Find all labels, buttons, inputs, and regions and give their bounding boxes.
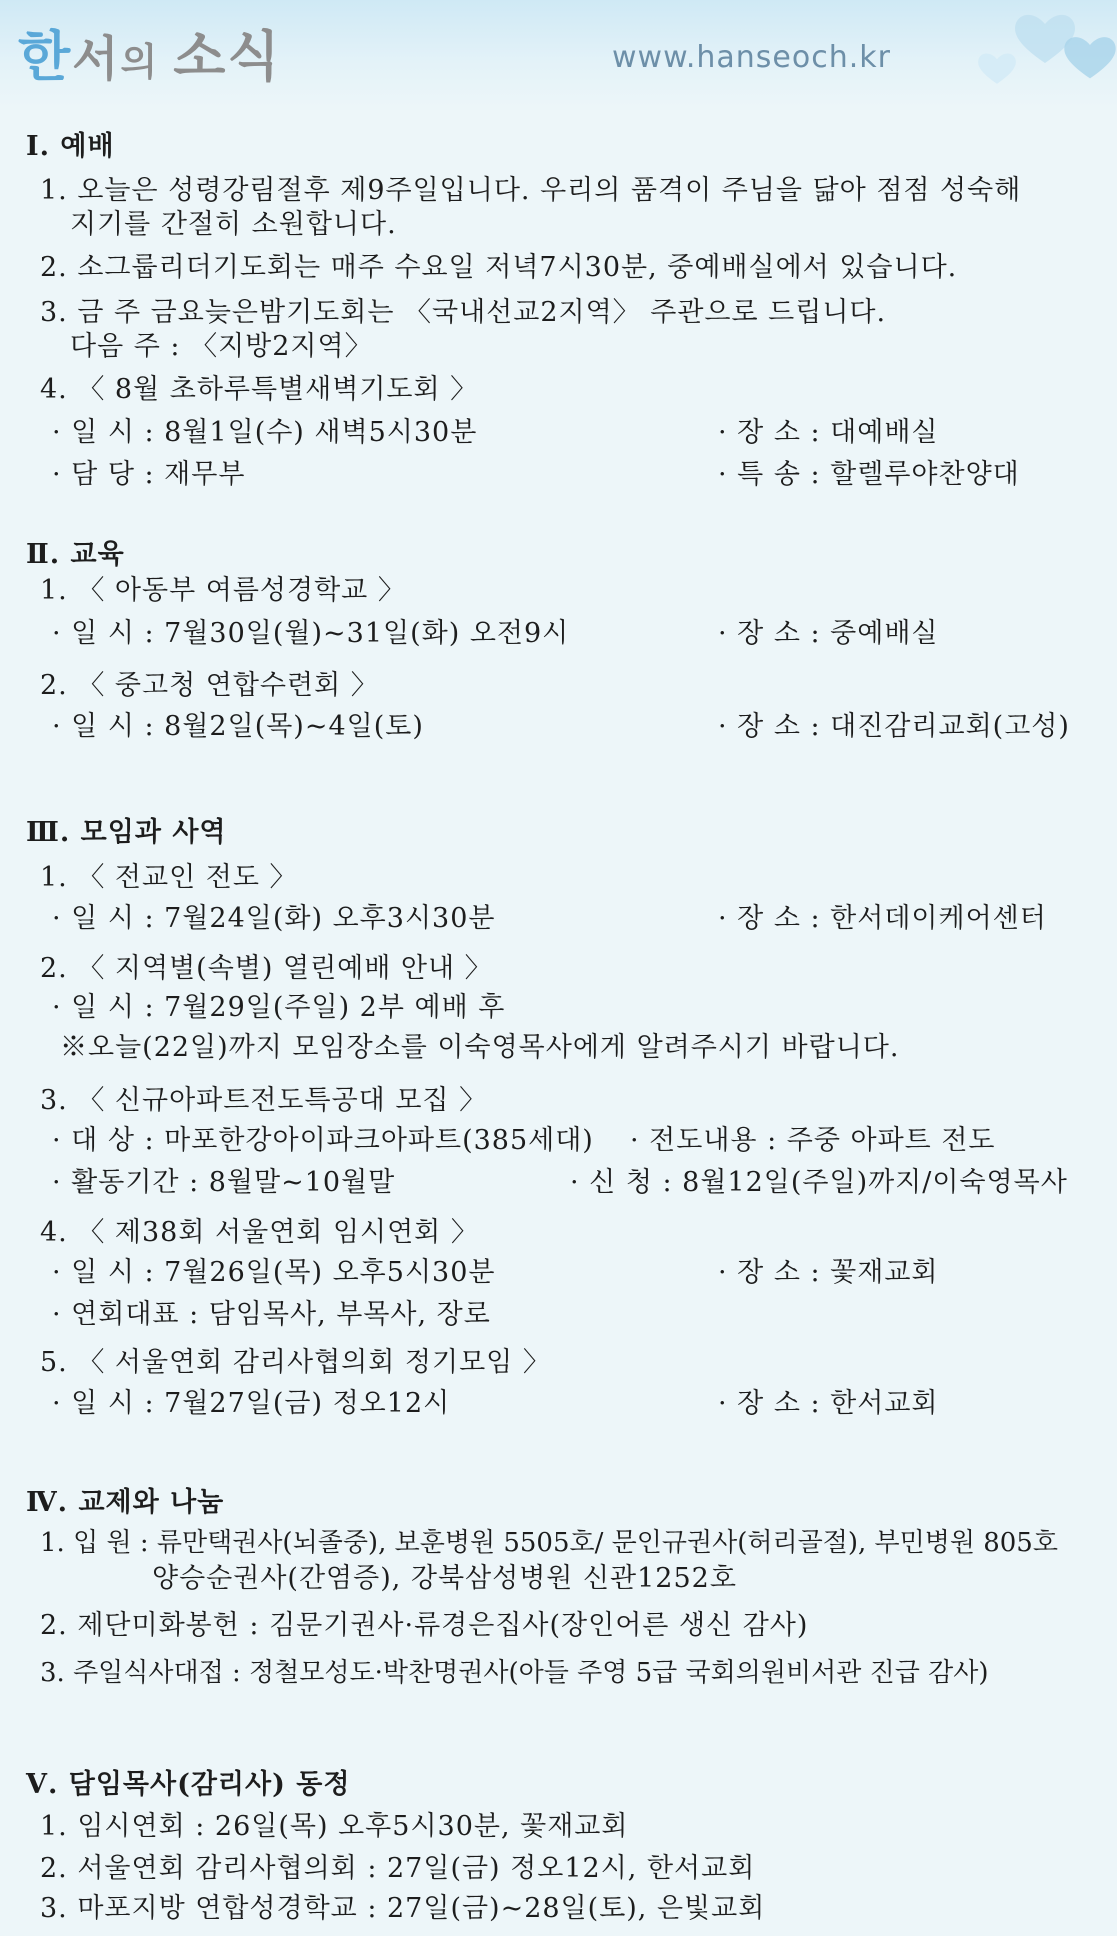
section-title-education: Ⅱ. 교육 — [26, 539, 125, 570]
education-item-2-place: · 장 소 : 대진감리교회(고성) — [718, 711, 1070, 742]
fellowship-item-2: 2. 제단미화봉헌 : 김문기권사·류경은집사(장인어른 생신 감사) — [40, 1610, 809, 1641]
section-title-fellowship: Ⅳ. 교제와 나눔 — [26, 1487, 225, 1518]
gathering-item-4-time: · 일 시 : 7월26일(목) 오후5시30분 — [52, 1257, 496, 1288]
worship-item-2: 2. 소그룹리더기도회는 매주 수요일 저녁7시30분, 중예배실에서 있습니다. — [40, 252, 958, 283]
gathering-item-3-target: · 대 상 : 마포한강아이파크아파트(385세대) — [52, 1125, 594, 1156]
gathering-item-1-place: · 장 소 : 한서데이케어센터 — [718, 903, 1047, 934]
gathering-item-2-note: ※오늘(22일)까지 모임장소를 이숙영목사에게 알려주시기 바랍니다. — [60, 1032, 900, 1063]
fellowship-item-1-cont: 양승순권사(간염증), 강북삼성병원 신관1252호 — [152, 1563, 737, 1594]
pastor-news-item-2: 2. 서울연회 감리사협의회 : 27일(금) 정오12시, 한서교회 — [40, 1853, 756, 1884]
fellowship-item-1: 1. 입 원 : 류만택권사(뇌졸중), 보훈병원 5505호/ 문인규권사(허리골절), 부민병원 805호 — [40, 1528, 1058, 1558]
gathering-item-1: 1. 〈 전교인 전도 〉 — [40, 862, 298, 893]
fellowship-item-3: 3. 주일식사대접 : 정철모성도·박찬명권사(아들 주영 5급 국회의원비서관 진급 감사) — [40, 1658, 989, 1688]
gathering-item-1-time: · 일 시 : 7월24일(화) 오후3시30분 — [52, 903, 496, 934]
gathering-item-3: 3. 〈 신규아파트전도특공대 모집 〉 — [40, 1085, 488, 1116]
section-title-pastor-news: Ⅴ. 담임목사(감리사) 동정 — [26, 1769, 351, 1800]
section-title-worship: Ⅰ. 예배 — [26, 131, 115, 162]
gathering-item-2-time: · 일 시 : 7월29일(주일) 2부 예배 후 — [52, 992, 506, 1023]
title-han: 한 — [18, 25, 73, 88]
title-seo: 서 — [72, 31, 121, 87]
worship-item-4-song: · 특 송 : 할렐루야찬양대 — [718, 459, 1020, 490]
gathering-item-3-content: · 전도내용 : 주중 아파트 전도 — [630, 1125, 996, 1156]
website-url: www.hanseoch.kr — [612, 40, 891, 75]
education-item-1-time: · 일 시 : 7월30일(월)~31일(화) 오전9시 — [52, 618, 570, 649]
education-item-1-place: · 장 소 : 중예배실 — [718, 618, 939, 649]
worship-item-1: 1. 오늘은 성령강림절후 제9주일입니다. 우리의 품격이 주님을 닮아 점점 성숙해 — [40, 175, 1022, 206]
worship-item-4-place: · 장 소 : 대예배실 — [718, 417, 939, 448]
gathering-item-5: 5. 〈 서울연회 감리사협의회 정기모임 〉 — [40, 1347, 551, 1378]
education-item-1: 1. 〈 아동부 여름성경학교 〉 — [40, 575, 406, 606]
gathering-item-3-period: · 활동기간 : 8월말~10월말 — [52, 1167, 396, 1198]
gathering-item-3-apply: · 신 청 : 8월12일(주일)까지/이숙영목사 — [570, 1167, 1068, 1198]
worship-item-1-cont: 지기를 간절히 소원합니다. — [70, 209, 397, 240]
worship-item-3: 3. 금 주 금요늦은밤기도회는 〈국내선교2지역〉 주관으로 드립니다. — [40, 297, 887, 328]
gathering-item-5-time: · 일 시 : 7월27일(금) 정오12시 — [52, 1388, 451, 1419]
worship-item-4: 4. 〈 8월 초하루특별새벽기도회 〉 — [40, 374, 479, 405]
gathering-item-4-rep: · 연회대표 : 담임목사, 부목사, 장로 — [52, 1299, 491, 1330]
worship-item-4-charge: · 담 당 : 재무부 — [52, 459, 246, 490]
pastor-news-item-1: 1. 임시연회 : 26일(목) 오후5시30분, 꽃재교회 — [40, 1811, 629, 1842]
gathering-item-5-place: · 장 소 : 한서교회 — [718, 1388, 939, 1419]
title-ui: 의 — [120, 40, 160, 84]
gathering-item-2: 2. 〈 지역별(속별) 열린예배 안내 〉 — [40, 953, 493, 984]
education-item-2-time: · 일 시 : 8월2일(목)~4일(토) — [52, 711, 424, 742]
gathering-item-4-place: · 장 소 : 꽃재교회 — [718, 1257, 939, 1288]
section-title-gatherings: Ⅲ. 모임과 사역 — [26, 817, 227, 848]
education-item-2: 2. 〈 중고청 연합수련회 〉 — [40, 670, 379, 701]
pastor-news-item-3: 3. 마포지방 연합성경학교 : 27일(금)~28일(토), 은빛교회 — [40, 1893, 766, 1924]
title-sosik: 소식 — [173, 25, 282, 88]
worship-item-3-cont: 다음 주 : 〈지방2지역〉 — [70, 331, 373, 362]
gathering-item-4: 4. 〈 제38회 서울연회 임시연회 〉 — [40, 1217, 479, 1248]
worship-item-4-time: · 일 시 : 8월1일(수) 새벽5시30분 — [52, 417, 478, 448]
